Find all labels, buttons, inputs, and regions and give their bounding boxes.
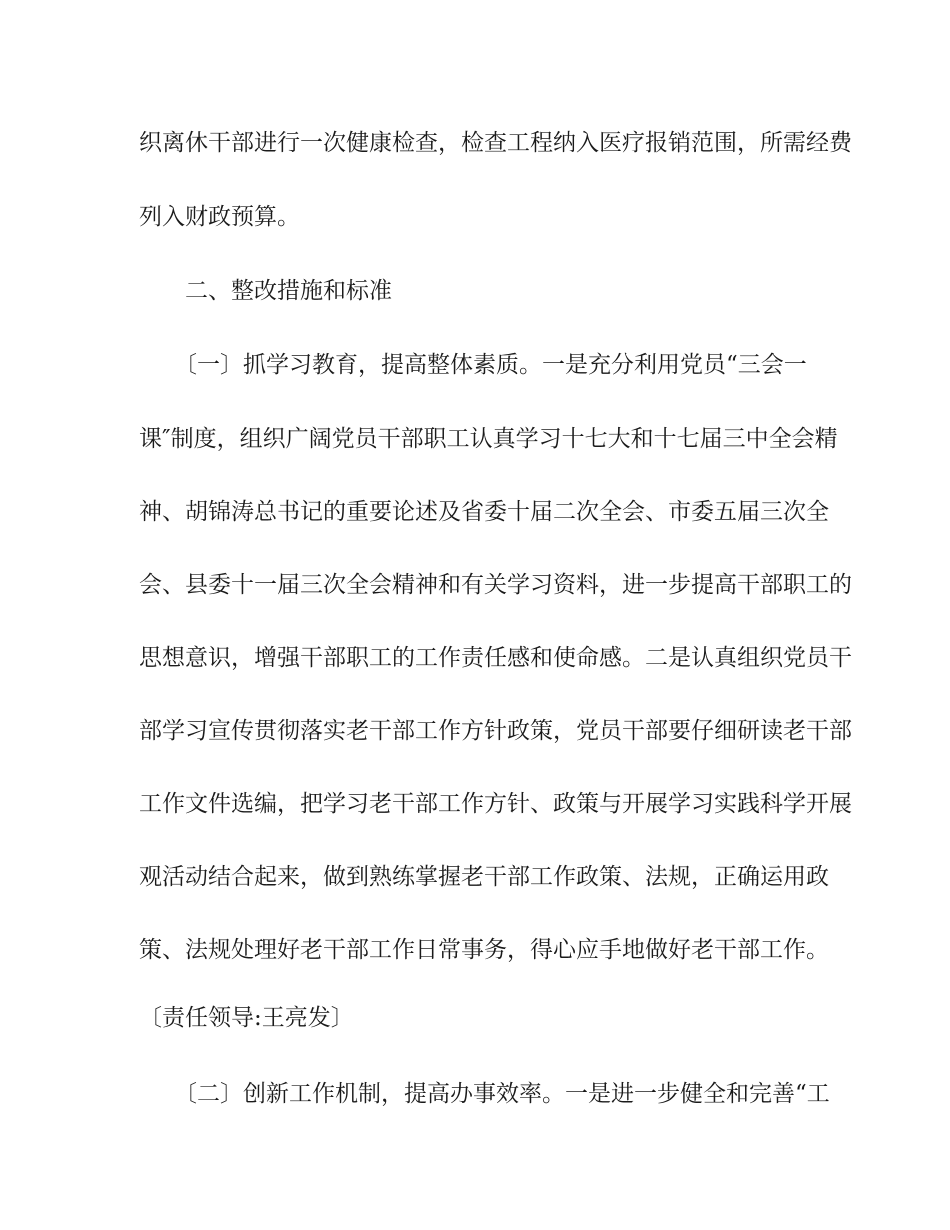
body-text-line: 课″制度，组织广阔党员干部职工认真学习十七大和十七届三中全会精 bbox=[139, 426, 838, 452]
body-text-line: 〔二〕创新工作机制，提高办事效率。一是进一步健全和完善“工 bbox=[174, 1081, 830, 1107]
body-text-line: 策、法规处理好老干部工作日常事务，得心应手地做好老干部工作。 bbox=[139, 937, 829, 963]
body-text-line: 〔一〕抓学习教育，提高整体素质。一是充分利用党员“三会一 bbox=[174, 352, 807, 378]
responsible-leader-note: 〔责任领导:王亮发〕 bbox=[139, 1005, 354, 1031]
body-text-line: 观活动结合起来，做到熟练掌握老干部工作政策、法规，正确运用政 bbox=[139, 864, 829, 890]
section-heading: 二、整改措施和标准 bbox=[185, 278, 392, 304]
body-text-line: 神、胡锦涛总书记的重要论述及省委十届二次全会、市委五届三次全 bbox=[139, 499, 829, 525]
body-text-line: 思想意识，增强干部职工的工作责任感和使命感。二是认真组织党员干 bbox=[139, 645, 852, 671]
body-text-line: 列入财政预算。 bbox=[139, 204, 300, 230]
body-text-line: 工作文件选编，把学习老干部工作方针、政策与开展学习实践科学开展 bbox=[139, 791, 852, 817]
body-text-line: 织离休干部进行一次健康检查，检查工程纳入医疗报销范围，所需经费 bbox=[139, 130, 852, 156]
body-text-line: 会、县委十一届三次全会精神和有关学习资料，进一步提高干部职工的 bbox=[139, 572, 852, 598]
body-text-line: 部学习宣传贯彻落实老干部工作方针政策，党员干部要仔细研读老干部 bbox=[139, 718, 852, 744]
